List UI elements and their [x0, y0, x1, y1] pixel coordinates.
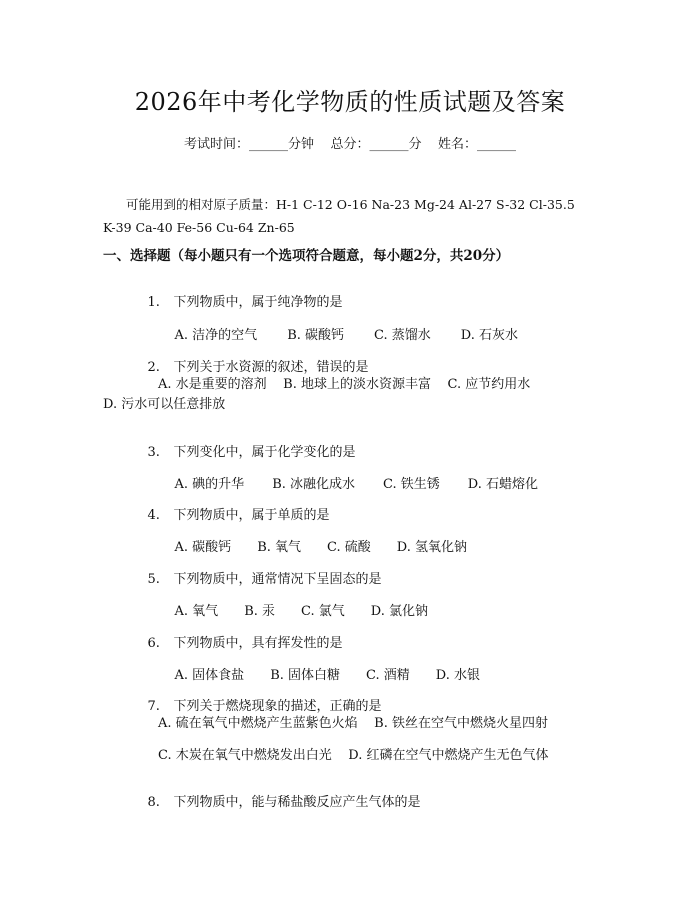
question-number: 1. — [147, 295, 160, 310]
option-d[interactable]: D. 石灰水 — [460, 328, 518, 343]
option-c[interactable]: C. 铁生锈 — [383, 477, 440, 492]
atomic-masses — [103, 193, 575, 239]
option-a[interactable]: A. 固体食盐 — [174, 668, 245, 683]
question-8 — [131, 776, 421, 825]
question-stem: 下列关于燃烧现象的描述，正确的是 — [173, 699, 382, 714]
option-b[interactable]: B. 冰融化成水 — [272, 477, 356, 492]
option-d[interactable]: D. 氢氧化钠 — [396, 540, 467, 555]
option-a[interactable]: A. 碳酸钙 — [174, 540, 232, 555]
question-number: 6. — [147, 636, 160, 651]
atomic-masses-line-2: K-39 Ca-40 Fe-56 Cu-64 Zn-65 — [103, 220, 295, 235]
option-a[interactable]: A. 氧气 — [174, 604, 219, 619]
option-a[interactable]: A. 碘的升华 — [174, 477, 245, 492]
option-b[interactable]: B. 碳酸钙 — [287, 328, 345, 343]
question-stem: 下列变化中，属于化学变化的是 — [173, 445, 356, 460]
option-d[interactable]: D. 水银 — [435, 668, 480, 683]
exam-info-line: 考试时间：______分钟 总分：______分 姓名：______ — [183, 137, 517, 152]
question-stem: 下列物质中，属于单质的是 — [173, 508, 330, 523]
option-b[interactable]: B. 固体白糖 — [270, 668, 341, 683]
option-d[interactable]: D. 氯化钠 — [370, 604, 428, 619]
option-a[interactable]: A. 洁净的空气 — [174, 328, 258, 343]
option-c[interactable]: C. 蒸馏水 — [374, 328, 431, 343]
section-heading: 一、选择题（每小题只有一个选项符合题意，每小题2分，共20分） — [103, 248, 510, 264]
option-d[interactable]: D. 石蜡熔化 — [467, 477, 538, 492]
question-stem: 下列关于水资源的叙述，错误的是 — [173, 360, 369, 375]
question-stem: 下列物质中，属于纯净物的是 — [173, 295, 343, 310]
question-2-options-line-1[interactable]: A. 水是重要的溶剂 B. 地球上的淡水资源丰富 C. 应节约用水 — [158, 377, 531, 392]
question-number: 3. — [147, 445, 160, 460]
option-c[interactable]: C. 硫酸 — [327, 540, 371, 555]
option-c[interactable]: C. 氯气 — [301, 604, 345, 619]
question-7-options-line-2[interactable]: C. 木炭在氧气中燃烧发出白光 D. 红磷在空气中燃烧产生无色气体 — [158, 748, 549, 763]
question-7-options-line-1[interactable]: A. 硫在氧气中燃烧产生蓝紫色火焰 B. 铁丝在空气中燃烧火星四射 — [158, 716, 549, 731]
question-stem: 下列物质中，具有挥发性的是 — [173, 636, 343, 651]
page-title: 2026年中考化学物质的性质试题及答案 — [134, 88, 566, 116]
question-number: 8. — [147, 795, 160, 810]
atomic-masses-line-1: 可能用到的相对原子质量：H-1 C-12 O-16 Na-23 Mg-24 Al-27 S-32 Cl-35.5 — [126, 197, 575, 212]
question-stem: 下列物质中，能与稀盐酸反应产生气体的是 — [173, 795, 421, 810]
question-stem: 下列物质中，通常情况下呈固态的是 — [173, 572, 382, 587]
question-number: 4. — [147, 508, 160, 523]
option-b[interactable]: B. 氧气 — [257, 540, 302, 555]
question-2-options-line-2[interactable]: D. 污水可以任意排放 — [103, 397, 226, 412]
option-b[interactable]: B. 汞 — [244, 604, 276, 619]
question-number: 5. — [147, 572, 160, 587]
question-number: 7. — [147, 699, 160, 714]
option-c[interactable]: C. 酒精 — [366, 668, 410, 683]
question-number: 2. — [147, 360, 160, 375]
